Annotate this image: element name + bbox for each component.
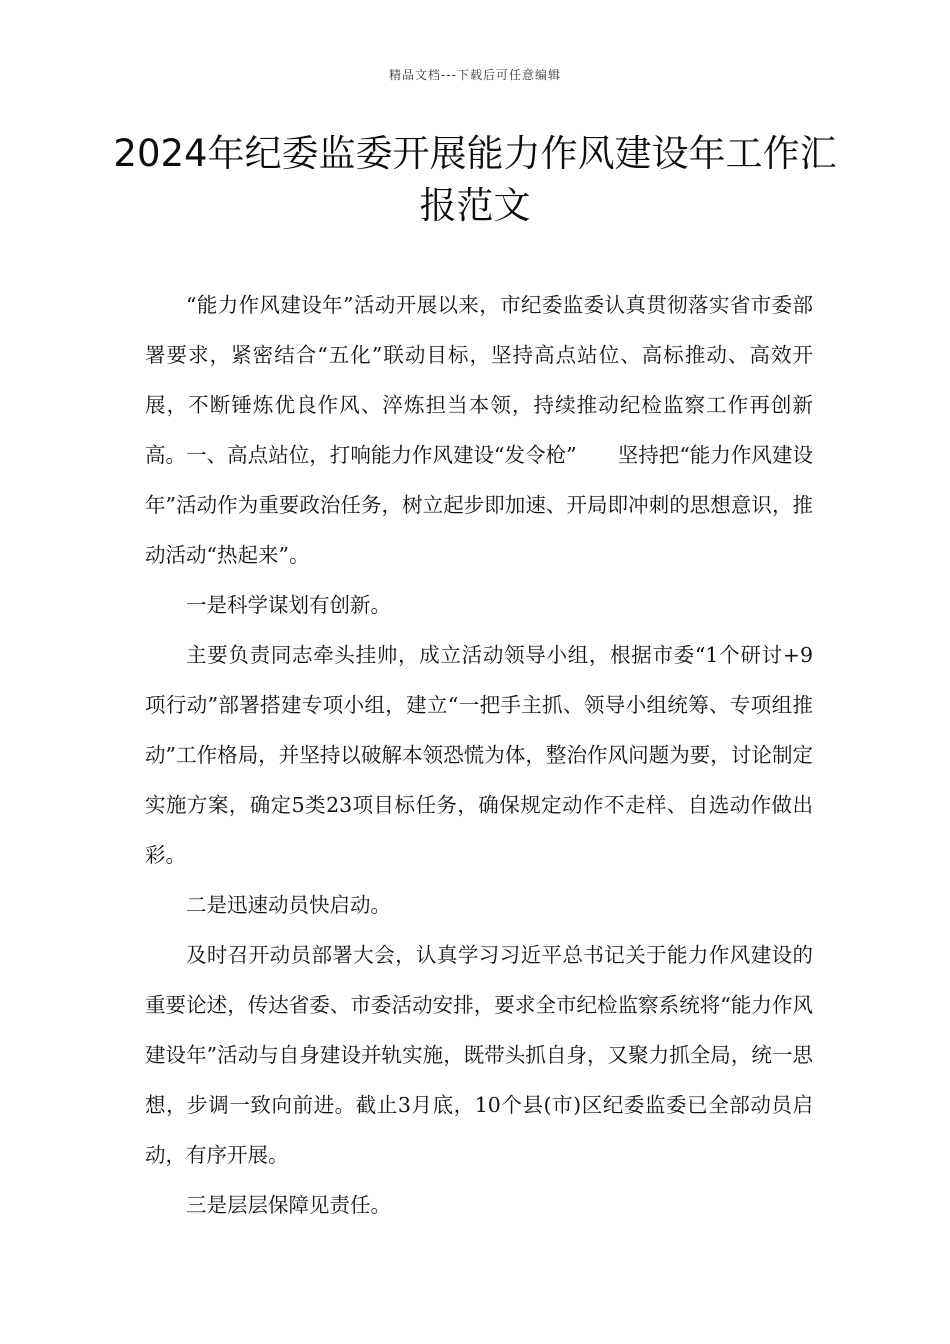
- paragraph-mobilization: 及时召开动员部署大会，认真学习习近平总书记关于能力作风建设的重要论述，传达省委、市委活动安排，要求全市纪检监察系统将“能力作风建设年”活动与自身建设并轨实施，既带头抓自身，又聚力抓全局，统一思想，步调一致向前进。截止3月底，10个县(市)区纪委监委已全部动员启动，有序开展。: [145, 943, 813, 1167]
- paragraph-planning: 主要负责同志牵头挂帅，成立活动领导小组，根据市委“1个研讨+9项行动”部署搭建专项小组，建立“一把手主抓、领导小组统筹、专项组推动”工作格局，并坚持以破解本领恐慌为体，整治作风问题为要，讨论制定实施方案，确定5类23项目标任务，确保规定动作不走样、自选动作做出彩。: [145, 643, 813, 867]
- page-title: 2024年纪委监委开展能力作风建设年工作汇报范文: [113, 132, 837, 227]
- header-note: 精品文档---下载后可任意编辑: [389, 68, 561, 82]
- paragraph-intro: “能力作风建设年”活动开展以来，市纪委监委认真贯彻落实省市委部署要求，紧密结合“五化”联动目标，坚持高点站位、高标推动、高效开展，不断锤炼优良作风、淬炼担当本领，持续推动纪检监察工作再创新高。一、高点站位，打响能力作风建设“发令枪” 坚持把“能力作风建设年”活动作为重要政治任务，树立起步即加速、开局即冲刺的思想意识，推动活动“热起来”。: [145, 293, 813, 567]
- paragraph-heading-3: 三是层层保障见责任。: [186, 1193, 391, 1217]
- paragraph-heading-1: 一是科学谋划有创新。: [186, 593, 391, 617]
- paragraph-heading-2: 二是迅速动员快启动。: [186, 893, 391, 917]
- document-body: [145, 280, 813, 1230]
